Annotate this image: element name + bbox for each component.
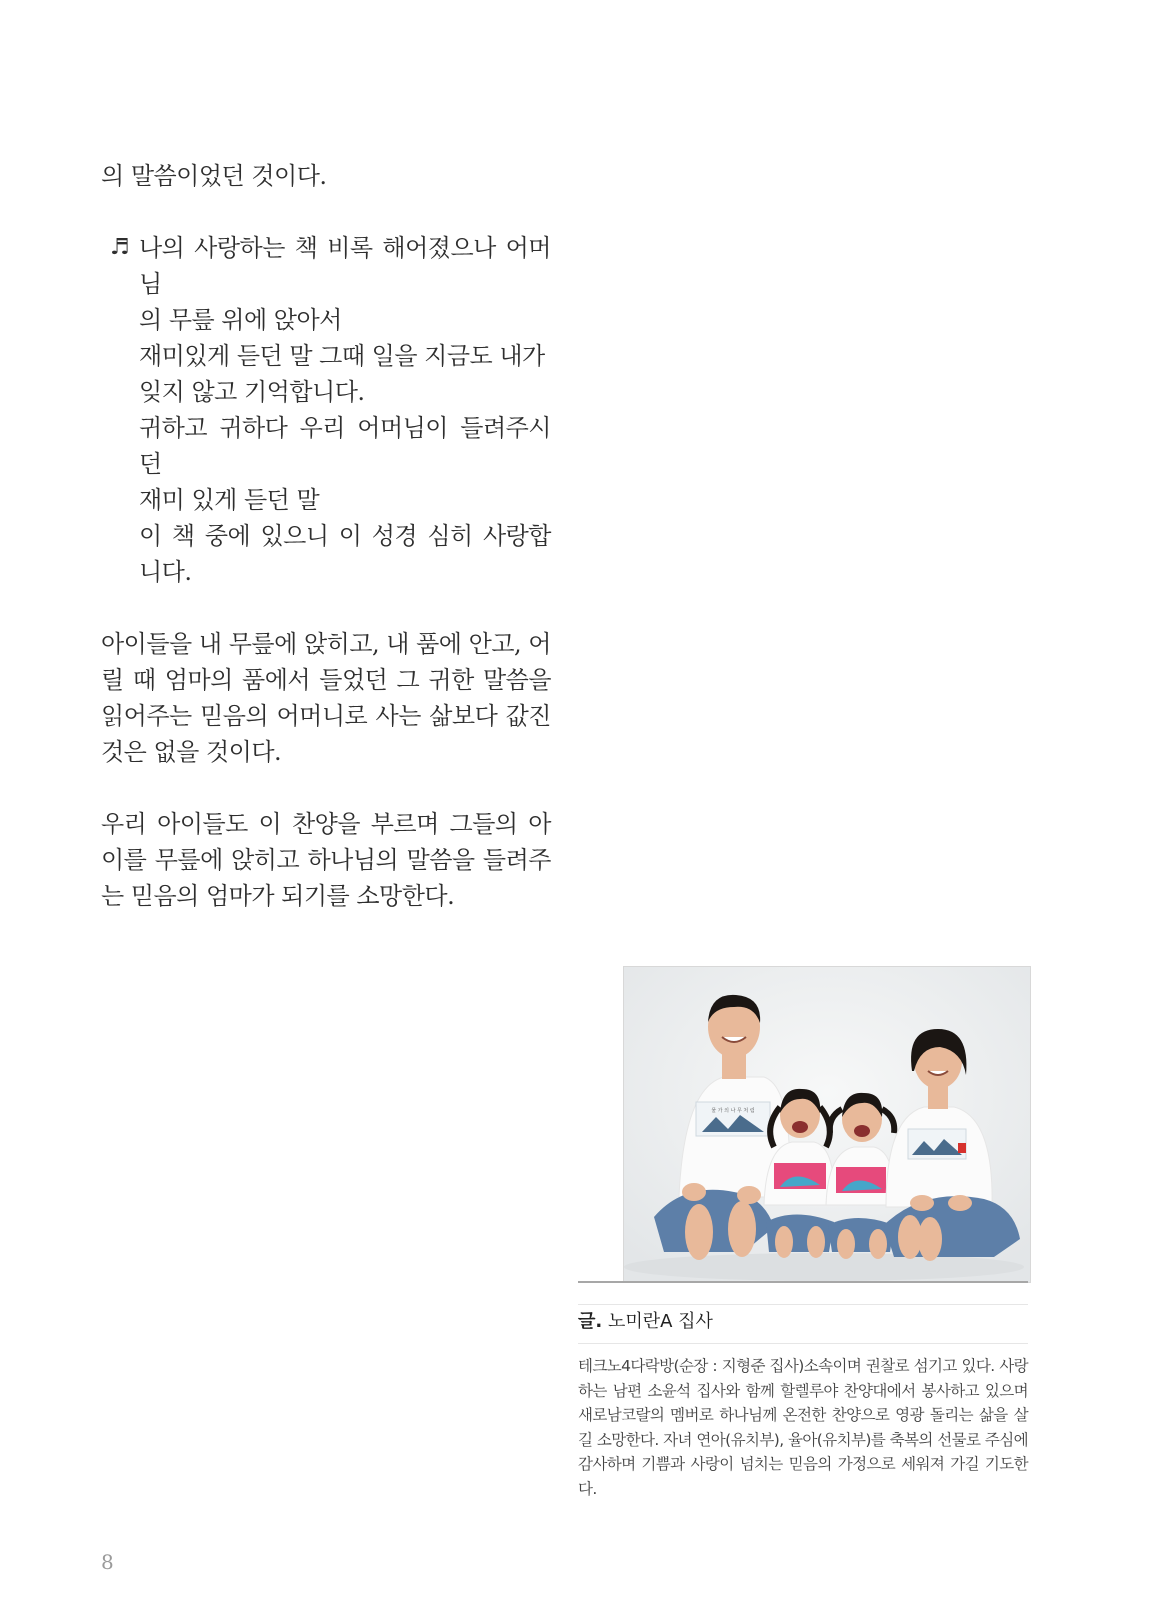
byline-label: 글.	[578, 1311, 603, 1332]
hymn-line: 재미있게 듣던 말 그때 일을 지금도 내가	[139, 342, 545, 370]
page-number: 8	[101, 1550, 114, 1574]
article-body	[101, 158, 551, 914]
hymn-line: 의 무릎 위에 앉아서	[139, 306, 342, 334]
daughter-figure	[764, 1089, 834, 1258]
svg-text:물 가 의 나 무 처 럼: 물 가 의 나 무 처 럼	[711, 1108, 755, 1114]
hymn-line: 나의 사랑하는 책 비록 해어졌으나 어머님	[139, 234, 551, 298]
author-name: 노미란A 집사	[607, 1311, 713, 1332]
paragraph-mother: 아이들을 내 무릎에 앉히고, 내 품에 안고, 어릴 때 엄마의 품에서 들었던 그 귀한 말씀을 읽어주는 믿음의 어머니로 사는 삶보다 값진 것은 없을 것이다.	[101, 630, 551, 766]
paragraph-continuation: 의 말씀이었던 것이다.	[101, 162, 327, 190]
author-bio: 테크노4다락방(순장 : 지형준 집사)소속이며 권찰로 섬기고 있다. 사랑하는 남편 소윤석 집사와 함께 할렐루야 찬양대에서 봉사하고 있으며 새로남코랄의 멤버로 하나님께 온전한 찬양으로 영광 돌리는 삶을 살길 소망한다. 자녀 연아(유치부), 율아(유치부)를 축복의 선물로 주심에 감사하며 기쁨과 사랑이 넘치는 믿음의 가정으로 세워져 가길 기도한다.	[578, 1357, 1028, 1498]
hymn-line: 잊지 않고 기억합니다.	[139, 378, 365, 406]
family-photo	[623, 966, 1031, 1283]
photo-divider	[578, 1281, 1028, 1283]
author-byline	[578, 1304, 1028, 1344]
paragraph-hope: 우리 아이들도 이 찬양을 부르며 그들의 아이를 무릎에 앉히고 하나님의 말씀을 들려주는 믿음의 엄마가 되기를 소망한다.	[101, 810, 551, 910]
hymn-lyrics	[101, 230, 551, 590]
hymn-line: 이 책 중에 있으니 이 성경 심히 사랑합니다.	[139, 522, 551, 586]
music-note-icon: ♬	[110, 235, 130, 260]
hymn-line: 재미 있게 듣던 말	[139, 486, 320, 514]
hymn-line: 귀하고 귀하다 우리 어머님이 들려주시던	[139, 414, 551, 478]
